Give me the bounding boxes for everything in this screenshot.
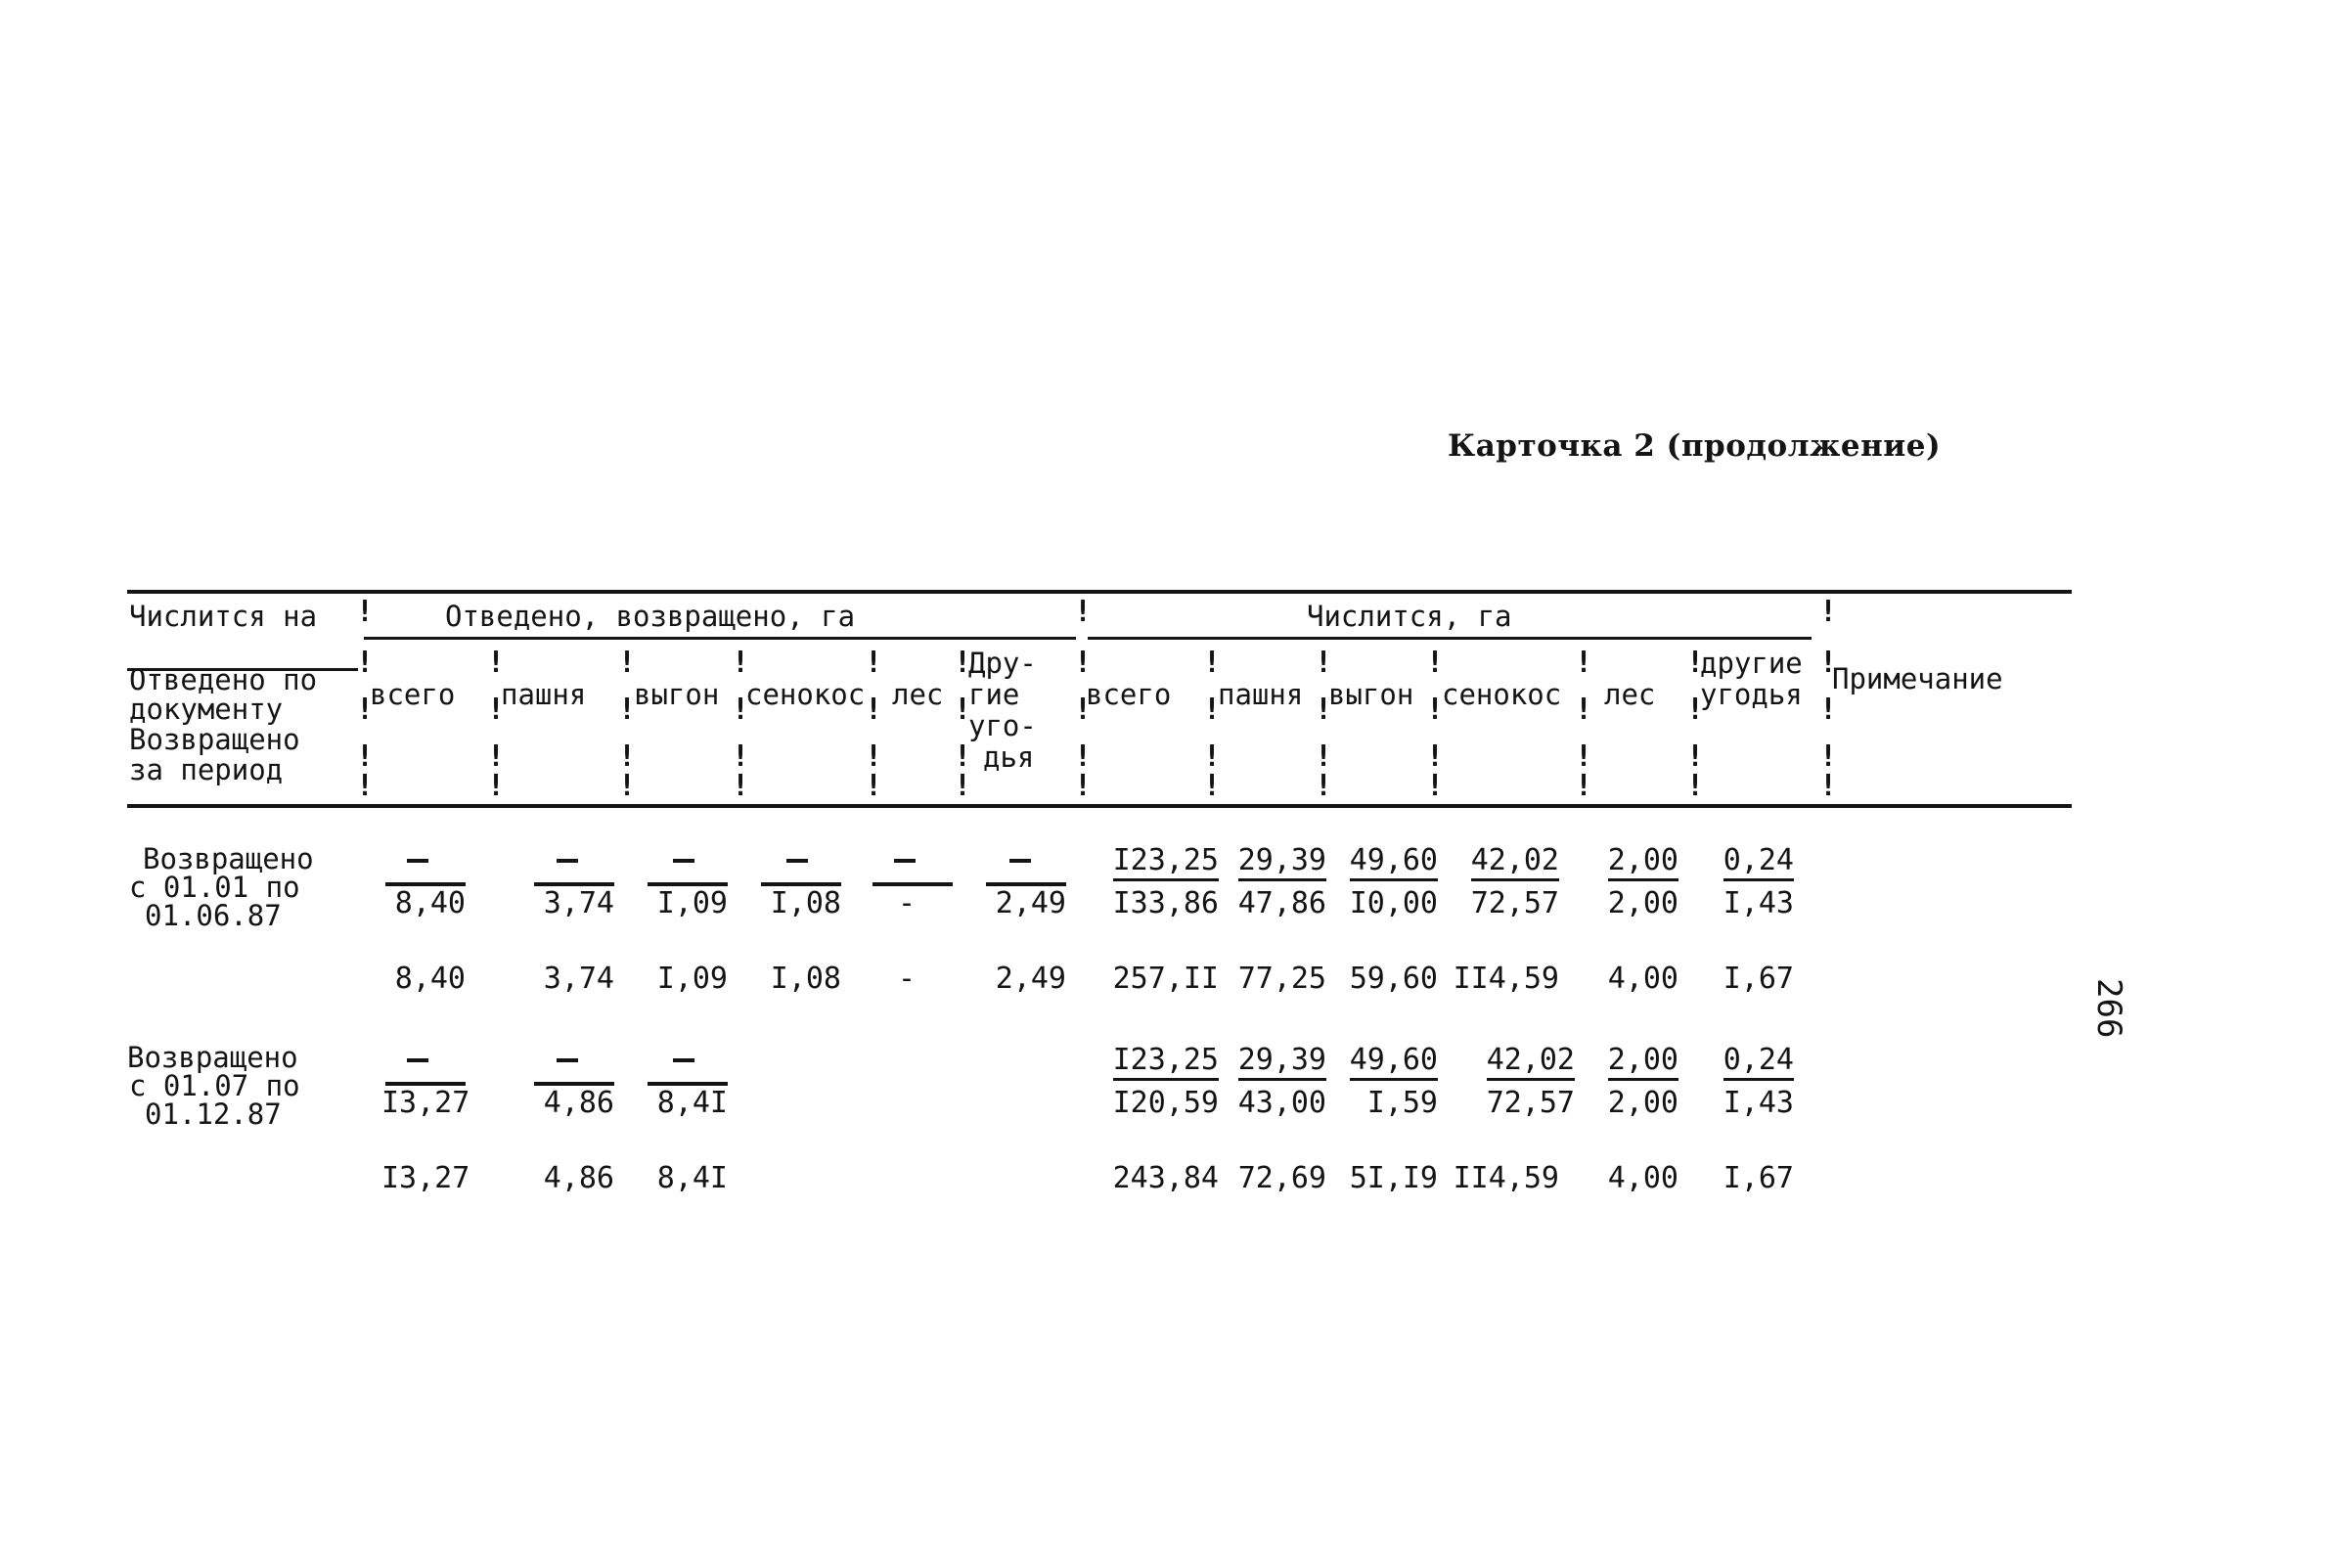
block-2-total-right-pasture: 5I,I9 [1349, 1161, 1438, 1195]
header-right-col-other-1: другие [1700, 647, 1803, 680]
block-2-bottom-right-pasture: I,59 [1366, 1086, 1438, 1120]
block-1-total-left-arable: 3,74 [543, 962, 614, 996]
block-1-top-left-dash [786, 859, 808, 863]
block-2-total-left-pasture: 8,4I [656, 1161, 728, 1195]
block-1-bottom-left-total: 8,40 [394, 886, 466, 920]
block-2-total-left-total: I3,27 [381, 1161, 470, 1195]
block-1-bottom-left-arable: 3,74 [543, 886, 614, 920]
header-left-col-other-1: Дру- [968, 647, 1037, 680]
header-left-col-hayfield: сенокос [745, 678, 866, 711]
block-2-total-right-total: 243,84 [1112, 1161, 1219, 1195]
block-1-bottom-right-forest: 2,00 [1607, 886, 1678, 920]
block-1-bottom-right-pasture: I0,00 [1349, 886, 1438, 920]
header-right-col-pasture: выгон [1328, 678, 1414, 711]
block-1-top-right-hayfield: 42,02 [1444, 843, 1559, 877]
block-1-top-right-pasture: 49,60 [1332, 843, 1438, 877]
block-1-total-right-hayfield: II4,59 [1453, 962, 1559, 996]
block-2-top-left-dash [557, 1058, 578, 1062]
block-2-bottom-right-other: I,43 [1723, 1086, 1794, 1120]
group-left-underline [364, 637, 1076, 640]
block-1-total-left-pasture: I,09 [656, 962, 728, 996]
table-top-rule [127, 590, 2072, 594]
block-2-label-line-2: с 01.07 по [129, 1069, 300, 1102]
block-1-bottom-left-other: 2,49 [995, 886, 1066, 920]
block-1-top-left-dash [894, 859, 916, 863]
group-right-underline [1088, 637, 1812, 640]
block-2-bottom-right-total: I20,59 [1112, 1086, 1219, 1120]
header-group-left: Отведено, возвращено, га [445, 600, 856, 633]
block-1-total-left-other: 2,49 [995, 962, 1066, 996]
block-2-top-right-arable: 29,39 [1221, 1043, 1326, 1077]
header-right-col-other-2: угодья [1700, 678, 1803, 711]
block-2-top-right-pasture: 49,60 [1332, 1043, 1438, 1077]
block-2-top-left-dash [673, 1058, 694, 1062]
block-1-label-line-3: 01.06.87 [145, 899, 282, 932]
block-1-total-right-arable: 77,25 [1237, 962, 1326, 996]
block-1-top-right-total: I23,25 [1086, 843, 1219, 877]
header-row-label-line-4: за период [129, 753, 284, 786]
block-2-top-right-other: 0,24 [1686, 1043, 1794, 1077]
header-row-label-line-2: документу [129, 693, 284, 726]
header-left-col-other-2: гие [968, 678, 1020, 711]
block-1-label-line-1: Возвращено [143, 842, 314, 875]
block-1-total-right-total: 257,II [1112, 962, 1219, 996]
header-row-label-line-1: Отведено по [129, 663, 318, 696]
header-left-col-forest: лес [892, 678, 944, 711]
block-1-bottom-left-hayfield: I,08 [770, 886, 841, 920]
block-2-label-line-3: 01.12.87 [145, 1098, 282, 1131]
block-1-total-left-hayfield: I,08 [770, 962, 841, 996]
header-row-label-line-3: Возвращено [129, 723, 300, 756]
block-1-bottom-right-total: I33,86 [1112, 886, 1219, 920]
header-right-col-hayfield: сенокос [1442, 678, 1562, 711]
block-1-top-right-arable: 29,39 [1221, 843, 1326, 877]
block-1-top-left-dash [673, 859, 694, 863]
header-left-col-other-3: уго- [968, 709, 1037, 742]
page-title: Карточка 2 (продолжение) [1448, 428, 1942, 464]
header-right-col-arable: пашня [1218, 678, 1304, 711]
header-right-col-forest: лес [1604, 678, 1656, 711]
block-1-bottom-right-other: I,43 [1723, 886, 1794, 920]
header-row-label-top: Числится на [129, 600, 318, 633]
header-group-right: Числится, га [1307, 600, 1512, 633]
block-2-top-right-total: I23,25 [1086, 1043, 1219, 1077]
header-left-col-arable: пашня [501, 678, 587, 711]
page-number: 266 [2089, 978, 2128, 1039]
block-2-top-right-forest: 2,00 [1575, 1043, 1678, 1077]
header-left-col-other-4: дья [983, 740, 1035, 774]
header-right-col-total: всего [1086, 678, 1172, 711]
block-1-label-line-2: с 01.01 по [129, 871, 300, 904]
block-1-total-left-forest: - [898, 962, 917, 996]
block-1-total-right-forest: 4,00 [1607, 962, 1678, 996]
block-2-top-left-dash [407, 1058, 428, 1062]
block-2-total-right-hayfield: II4,59 [1453, 1161, 1559, 1195]
block-1-top-left-dash [1009, 859, 1031, 863]
block-1-total-right-other: I,67 [1723, 962, 1794, 996]
block-2-total-right-arable: 72,69 [1237, 1161, 1326, 1195]
header-left-col-total: всего [370, 678, 456, 711]
block-1-bottom-left-forest: - [898, 886, 917, 920]
block-2-total-right-other: I,67 [1723, 1161, 1794, 1195]
block-1-total-left-total: 8,40 [394, 962, 466, 996]
block-1-top-left-dash [407, 859, 428, 863]
block-1-top-right-other: 0,24 [1686, 843, 1794, 877]
block-1-total-right-pasture: 59,60 [1349, 962, 1438, 996]
block-2-bottom-left-pasture: 8,4I [656, 1086, 728, 1120]
block-2-bottom-right-forest: 2,00 [1607, 1086, 1678, 1120]
block-1-bottom-left-pasture: I,09 [656, 886, 728, 920]
header-left-col-pasture: выгон [634, 678, 720, 711]
block-2-bottom-left-total: I3,27 [381, 1086, 470, 1120]
block-2-bottom-right-hayfield: 72,57 [1486, 1086, 1575, 1120]
block-2-top-right-hayfield: 42,02 [1444, 1043, 1575, 1077]
block-1-bottom-right-hayfield: 72,57 [1470, 886, 1559, 920]
block-1-bottom-right-arable: 47,86 [1237, 886, 1326, 920]
block-1-top-left-dash [557, 859, 578, 863]
block-2-total-left-arable: 4,86 [543, 1161, 614, 1195]
block-2-bottom-right-arable: 43,00 [1237, 1086, 1326, 1120]
block-1-top-right-forest: 2,00 [1575, 843, 1678, 877]
block-2-total-right-forest: 4,00 [1607, 1161, 1678, 1195]
table-header-bottom-rule [127, 804, 2072, 808]
block-2-bottom-left-arable: 4,86 [543, 1086, 614, 1120]
header-note-col: Примечание [1832, 662, 2003, 695]
block-2-label-line-1: Возвращено [127, 1041, 298, 1074]
